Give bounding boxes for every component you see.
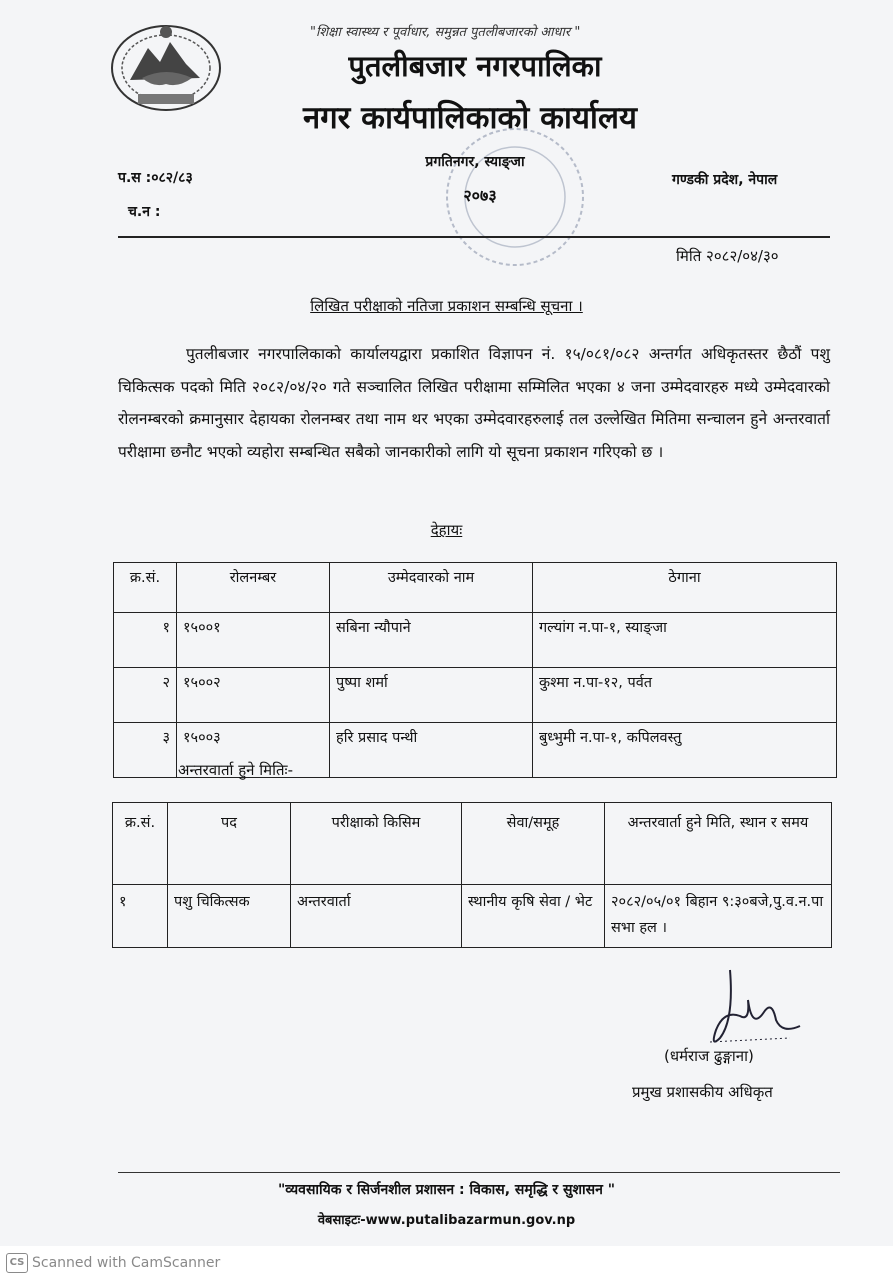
established-year: २०७३ bbox=[463, 186, 497, 205]
table-row bbox=[114, 613, 837, 668]
col-roll: रोलनम्बर bbox=[177, 563, 330, 613]
notice-subject bbox=[0, 296, 893, 316]
interview-date-label: अन्तरवार्ता हुने मितिः- bbox=[178, 761, 293, 779]
cell-sn: ३ bbox=[114, 723, 177, 778]
province-name: गण्डकी प्रदेश, नेपाल bbox=[672, 172, 778, 188]
cell-roll: १५००२ bbox=[177, 668, 330, 723]
cell-post: पशु चिकित्सक bbox=[168, 885, 291, 948]
cell-name: सबिना न्यौपाने bbox=[330, 613, 533, 668]
footer-slogan: "व्यवसायिक र सिर्जनशील प्रशासन : विकास, समृद्धि र सुशासन " bbox=[277, 1182, 616, 1198]
cell-address: बुध्भुमी न.पा-१, कपिलवस्तु bbox=[533, 723, 837, 778]
cell-roll: १५००३ bbox=[177, 723, 330, 778]
col-sn: क्र.सं. bbox=[113, 803, 168, 885]
cell-roll: १५००१ bbox=[177, 613, 330, 668]
dispatch-number: च.न : bbox=[128, 204, 161, 220]
col-exam-type: परीक्षाको किसिम bbox=[291, 803, 462, 885]
cell-name: हरि प्रसाद पन्थी bbox=[330, 723, 533, 778]
col-name: उम्मेदवारको नाम bbox=[330, 563, 533, 613]
cell-sn: १ bbox=[113, 885, 168, 948]
notice-subject-text: लिखित परीक्षाको नतिजा प्रकाशन सम्बन्धि सूचना । bbox=[310, 297, 583, 315]
cell-sn: २ bbox=[114, 668, 177, 723]
col-sn: क्र.सं. bbox=[114, 563, 177, 613]
cell-name: पुष्पा शर्मा bbox=[330, 668, 533, 723]
notice-date: मिति २०८२/०४/३० bbox=[676, 247, 779, 265]
municipality-name: पुतलीबजार नगरपालिका bbox=[348, 49, 602, 83]
cell-service-group: स्थानीय कृषि सेवा / भेट bbox=[462, 885, 605, 948]
signature-icon bbox=[690, 960, 820, 1060]
office-location: प्रगतिनगर, स्याङ्जा bbox=[425, 154, 525, 170]
following-label bbox=[0, 520, 893, 540]
footer-website: वेबसाइटः-www.putalibazarmun.gov.np bbox=[317, 1213, 576, 1228]
scanner-watermark bbox=[6, 1253, 220, 1273]
col-post: पद bbox=[168, 803, 291, 885]
motto: "शिक्षा स्वास्थ्य र पूर्वाधार, समुन्नत पुतलीबजारको आधार " bbox=[310, 25, 581, 40]
candidates-table bbox=[113, 562, 837, 778]
scanner-text: Scanned with CamScanner bbox=[32, 1255, 221, 1271]
header-divider bbox=[118, 236, 830, 238]
cell-interview-schedule: २०८२/०५/०१ बिहान ९:३०बजे,पु.व.न.पा सभा हल । bbox=[605, 885, 832, 948]
signatory-name: (धर्मराज ढुङ्गाना) bbox=[664, 1047, 754, 1065]
interview-table bbox=[112, 802, 832, 948]
footer-divider bbox=[118, 1172, 840, 1173]
table-header-row bbox=[113, 803, 832, 885]
camscanner-logo-icon: CS bbox=[6, 1253, 28, 1273]
cell-sn: १ bbox=[114, 613, 177, 668]
col-interview-schedule: अन्तरवार्ता हुने मिति, स्थान र समय bbox=[605, 803, 832, 885]
table-header-row bbox=[114, 563, 837, 613]
cell-exam-type: अन्तरवार्ता bbox=[291, 885, 462, 948]
col-service-group: सेवा/समूह bbox=[462, 803, 605, 885]
cell-address: कुश्मा न.पा-१२, पर्वत bbox=[533, 668, 837, 723]
office-name: नगर कार्यपालिकाको कार्यालय bbox=[303, 100, 637, 136]
signatory-title: प्रमुख प्रशासकीय अधिकृत bbox=[632, 1083, 773, 1101]
notice-body: पुतलीबजार नगरपालिकाको कार्यालयद्वारा प्रकाशित विज्ञापन नं. १५/०८१/०८२ अन्तर्गत अधिकृतस्तर छैठौं पशु चिकित्सक पदको मिति २०८२/०४/२० गते सञ्चालित लिखित परीक्षामा सम्मिलित भएका ४ जना उम्मेदवारहरु मध्ये उम्मेदवारको रोलनम्बरको क्रमानुसार देहायका रोलनम्बर तथा नाम थर भएका उम्मेदवारहरुलाई तल उल्लेखित मितिमा सन्चालन हुने अन्तरवार्ता परीक्षामा छनौट भएको व्यहोरा सम्बन्धित सबैको जानकारीको लागि यो सूचना प्रकाशन गरिएको छ । bbox=[118, 345, 830, 461]
following-label-text: देहायः bbox=[430, 521, 463, 539]
cell-address: गल्यांग न.पा-१, स्याङ्जा bbox=[533, 613, 837, 668]
table-row bbox=[113, 885, 832, 948]
table-row bbox=[114, 668, 837, 723]
letter-ref-number: प.स :०८२/८३ bbox=[118, 170, 193, 186]
col-address: ठेगाना bbox=[533, 563, 837, 613]
